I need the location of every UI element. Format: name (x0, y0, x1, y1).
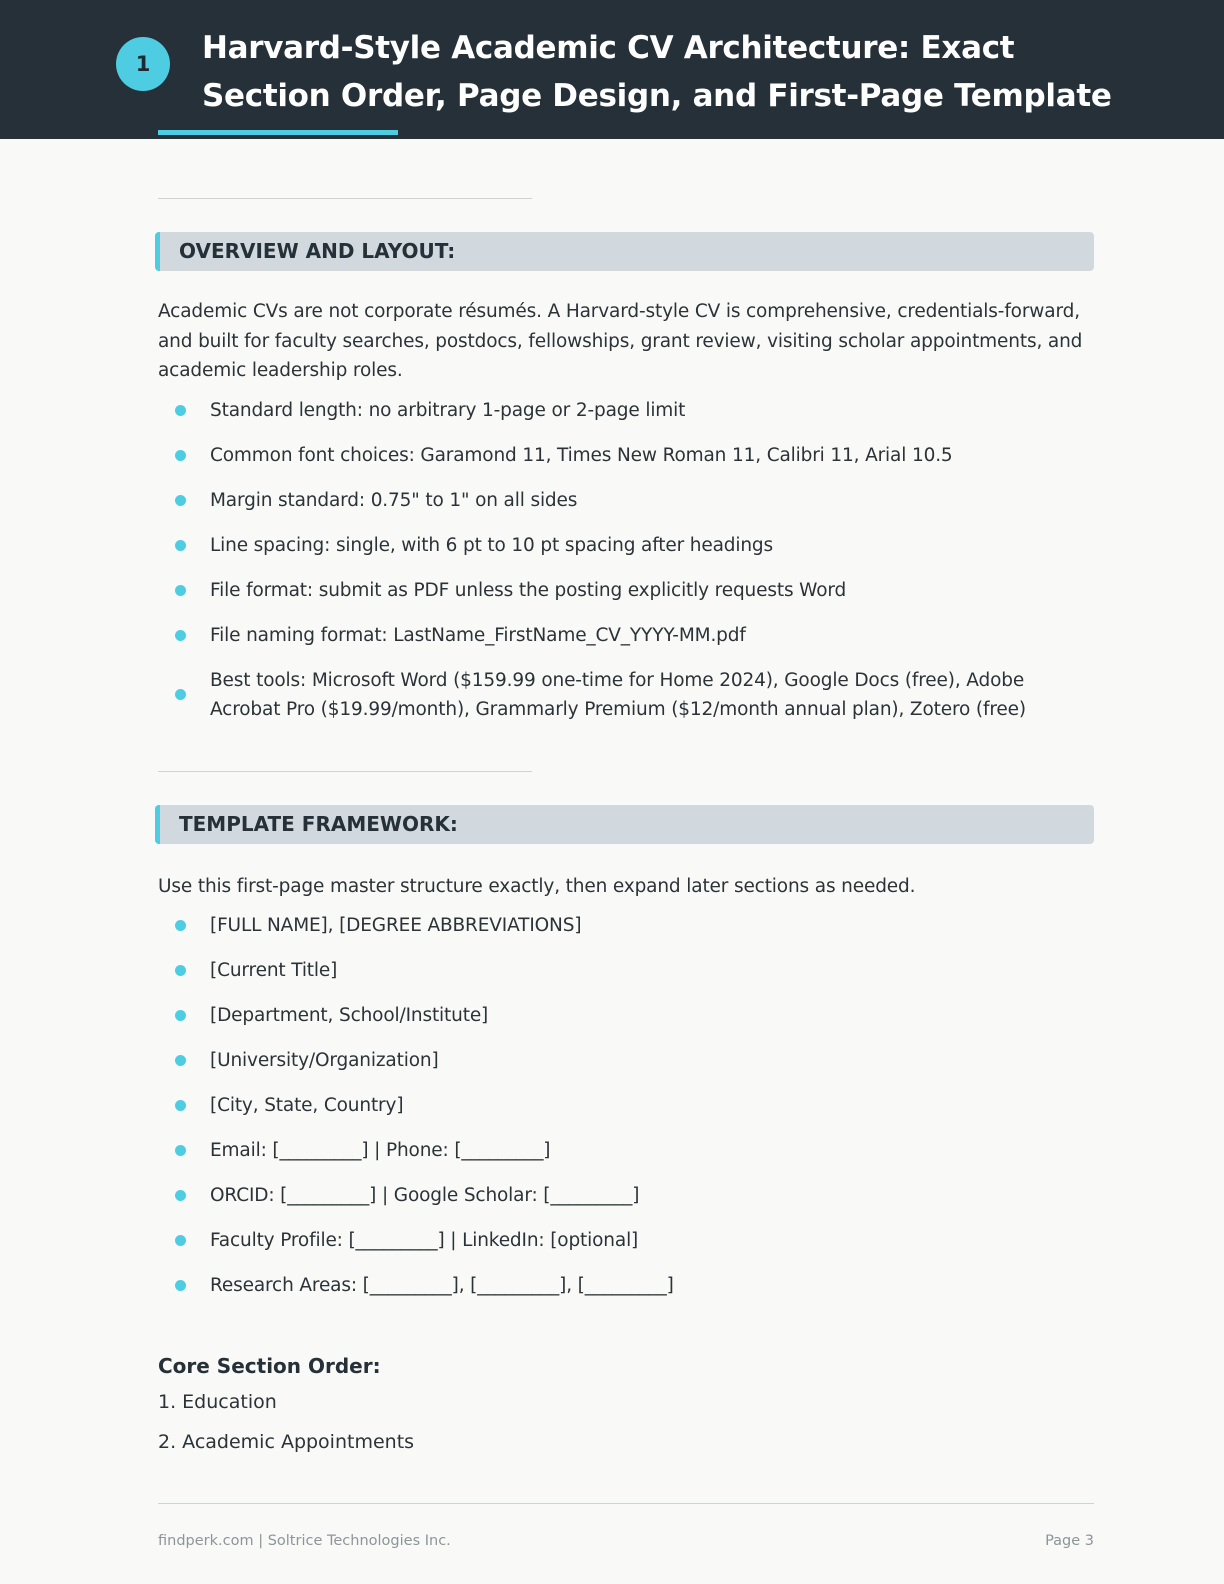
bullet-dot-icon (175, 495, 186, 506)
section-heading-overview: OVERVIEW AND LAYOUT: (179, 239, 456, 263)
list-item: Best tools: Microsoft Word ($159.99 one-time for Home 2024), Google Docs (free), Adobe Acrobat Pro ($19.99/month), Grammarly Premium ($12/month annual plan), Zotero (free) (158, 666, 1094, 724)
bullet-dot-icon (175, 450, 186, 461)
footer-source: findperk.com | Soltrice Technologies Inc. (158, 1533, 451, 1549)
core-section-order-list (158, 1388, 414, 1468)
footer-divider (158, 1503, 1094, 1504)
list-item: Research Areas: [_________], [_________], [_________] (158, 1271, 1094, 1300)
bullet-dot-icon (175, 585, 186, 596)
bullet-dot-icon (175, 1010, 186, 1021)
section-heading-bar-template (155, 805, 1094, 844)
list-item: 2. Academic Appointments (158, 1431, 415, 1453)
list-item: Margin standard: 0.75" to 1" on all sides (158, 486, 1094, 515)
list-item: File format: submit as PDF unless the posting explicitly requests Word (158, 576, 1094, 605)
overview-intro-paragraph: Academic CVs are not corporate résumés. A Harvard-style CV is comprehensive, credentials-forward, and built for faculty searches, postdocs, fellowships, grant review, visiting scholar appointments, and academic leadership roles. (158, 301, 1083, 381)
title-accent-underline (158, 130, 398, 135)
template-bullet-list (158, 911, 1094, 1300)
bullet-dot-icon (175, 1055, 186, 1066)
page-number: Page 3 (1045, 1533, 1094, 1549)
list-item: Common font choices: Garamond 11, Times New Roman 11, Calibri 11, Arial 10.5 (158, 441, 1094, 470)
bullet-dot-icon (175, 405, 186, 416)
section-divider (158, 771, 532, 772)
list-item: [FULL NAME], [DEGREE ABBREVIATIONS] (158, 911, 1094, 940)
bullet-dot-icon (175, 965, 186, 976)
template-intro-paragraph: Use this first-page master structure exactly, then expand later sections as needed. (158, 876, 916, 897)
list-item: File naming format: LastName_FirstName_CV_YYYY-MM.pdf (158, 621, 1094, 650)
section-heading-bar-overview (155, 232, 1094, 271)
list-item: Standard length: no arbitrary 1-page or 2-page limit (158, 396, 1094, 425)
bullet-dot-icon (175, 1190, 186, 1201)
bullet-dot-icon (175, 1235, 186, 1246)
list-item: Email: [_________] | Phone: [_________] (158, 1136, 1094, 1165)
chapter-number-badge: 1 (116, 37, 170, 91)
section-divider (158, 198, 532, 199)
bullet-dot-icon (175, 1280, 186, 1291)
page-title: Harvard-Style Academic CV Architecture: Exact Section Order, Page Design, and First-Page Template (202, 30, 1112, 114)
overview-bullet-list (158, 396, 1094, 724)
bullet-dot-icon (175, 1145, 186, 1156)
list-item: [Department, School/Institute] (158, 1001, 1094, 1030)
list-item: 1. Education (158, 1391, 277, 1413)
list-item: [University/Organization] (158, 1046, 1094, 1075)
page-header (0, 0, 1224, 139)
list-item: Faculty Profile: [_________] | LinkedIn: [optional] (158, 1226, 1094, 1255)
list-item: [City, State, Country] (158, 1091, 1094, 1120)
core-section-order-heading: Core Section Order: (158, 1354, 381, 1378)
bullet-dot-icon (175, 1100, 186, 1111)
list-item: [Current Title] (158, 956, 1094, 985)
bullet-dot-icon (175, 920, 186, 931)
list-item: ORCID: [_________] | Google Scholar: [_________] (158, 1181, 1094, 1210)
bullet-dot-icon (175, 689, 186, 700)
bullet-dot-icon (175, 630, 186, 641)
bullet-dot-icon (175, 540, 186, 551)
list-item: Line spacing: single, with 6 pt to 10 pt spacing after headings (158, 531, 1094, 560)
section-heading-template: TEMPLATE FRAMEWORK: (179, 812, 458, 836)
